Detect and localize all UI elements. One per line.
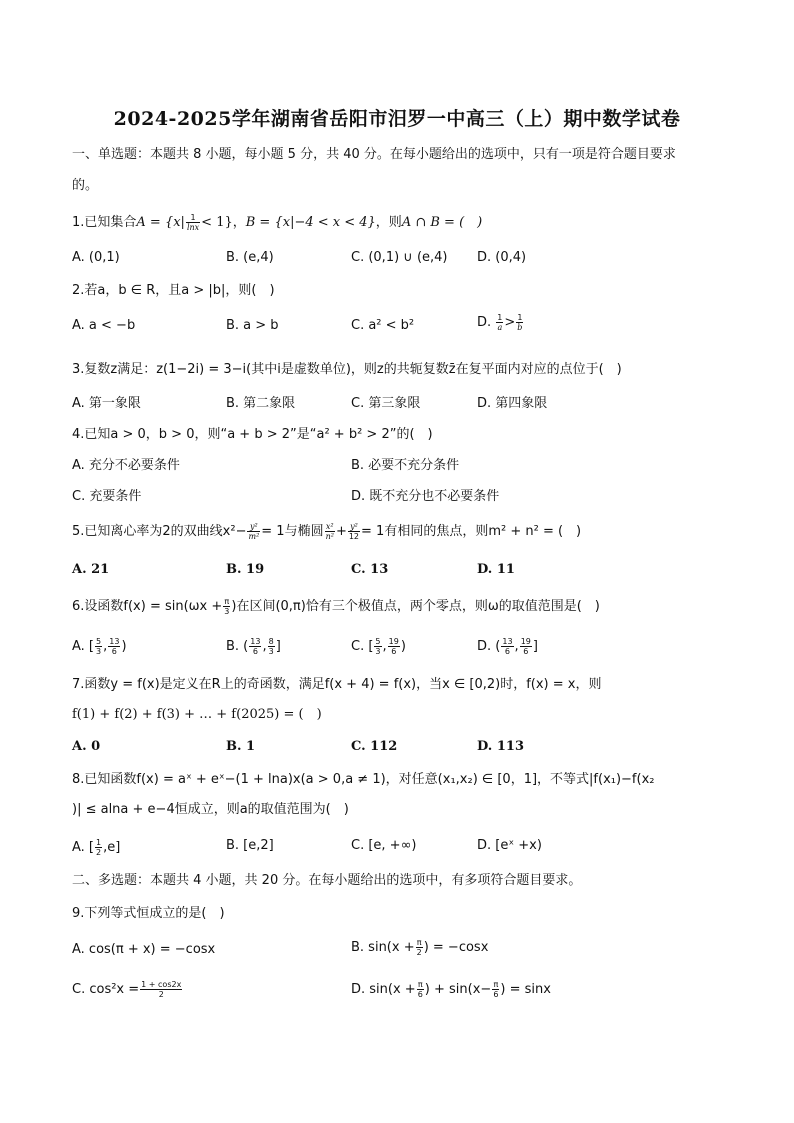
q7-option-d[interactable]: D. 113	[477, 739, 524, 754]
q5-option-c[interactable]: C. 13	[351, 562, 389, 577]
q1-option-a[interactable]: A. (0,1)	[72, 250, 120, 265]
q1-option-c[interactable]: C. (0,1) ∪ (e,4)	[351, 250, 448, 265]
q5-option-b[interactable]: B. 19	[226, 562, 265, 577]
question-4-stem: 4.已知a > 0，b > 0，则“a + b > 2”是“a² + b² > 2”的( )	[72, 427, 433, 442]
section-2-heading: 二、多选题：本题共 4 小题，共 20 分。在每小题给出的选项中，有多项符合题目要求。	[72, 873, 582, 888]
q1-fraction: $\frac{1}{\ln x}$	[186, 213, 200, 232]
q1-option-b[interactable]: B. (e,4)	[226, 250, 274, 265]
q3-option-d[interactable]: D. 第四象限	[477, 396, 548, 411]
q5-option-d[interactable]: D. 11	[477, 562, 515, 577]
q3-option-b[interactable]: B. 第二象限	[226, 396, 296, 411]
q8-option-d[interactable]: D. [eˣ +x)	[477, 838, 542, 853]
q1-text: 1.已知集合	[72, 215, 137, 230]
q6-option-d[interactable]: D. ( $\frac{13}{6}$ , $\frac{19}{6}$ ]	[477, 637, 538, 656]
q2-option-b[interactable]: B. a > b	[226, 318, 279, 333]
q7-option-c[interactable]: C. 112	[351, 739, 398, 754]
q6-option-c[interactable]: C. [ $\frac{5}{3}$ , $\frac{19}{6}$ )	[351, 637, 406, 656]
q4-option-d[interactable]: D. 既不充分也不必要条件	[351, 489, 500, 504]
q8-option-a[interactable]: A. [ $\frac{1}{2}$ ,e]	[72, 838, 121, 857]
q9-option-a[interactable]: A. cos(π + x) = −cosx	[72, 942, 216, 957]
q9-option-d[interactable]: D. sin(x + $\frac{\pi}{6}$ ) + sin(x− $\frac{\pi}{6}$ ) = sinx	[351, 980, 551, 999]
q9-option-b[interactable]: B. sin(x + $\frac{\pi}{2}$ ) = −cosx	[351, 938, 489, 957]
question-7-stem-cont: f(1) + f(2) + f(3) + … + f(2025) = ( )	[72, 707, 322, 722]
question-6-stem: 6.设函数f(x) = sin(ωx + $\frac{\pi}{3}$ )在区间(0,π)恰有三个极值点，两个零点，则ω的取值范围是( )	[72, 597, 600, 616]
q2-option-d[interactable]: D. $\frac{1}{a}$ > $\frac{1}{b}$	[477, 313, 523, 332]
q7-option-b[interactable]: B. 1	[226, 739, 256, 754]
question-5-stem: 5.已知离心率为2的双曲线x²− $\frac{\text{y²}}{\text{m²}}$ = 1与椭圆 $\frac{\text{x²}}{\text{n²}}$ + $\frac{\text{y²}}{12}$ = 1有相同的焦点，则m² + n² = ( )	[72, 522, 582, 541]
section-1-heading: 一、单选题：本题共 8 小题，每小题 5 分，共 40 分。在每小题给出的选项中，只有一项是符合题目要求	[72, 147, 676, 162]
section-1-heading-cont: 的。	[72, 178, 99, 193]
question-1-stem: 1.已知集合A = {x| $\frac{1}{\ln x}$ < 1}，B = {x|−4 < x < 4}，则A ∩ B = ( )	[72, 213, 483, 232]
q1-set-a: A = {x|	[136, 215, 185, 230]
question-3-stem: 3.复数z满足：z(1−2i) = 3−i(其中i是虚数单位)，则z的共轭复数z̄在复平面内对应的点位于( )	[72, 362, 622, 377]
q9-option-c[interactable]: C. cos²x = $\frac{1 + \cos 2x}{2}$	[72, 980, 182, 999]
q5-option-a[interactable]: A. 21	[72, 562, 110, 577]
q3-option-a[interactable]: A. 第一象限	[72, 396, 141, 411]
question-7-stem: 7.函数y = f(x)是定义在R上的奇函数，满足f(x + 4) = f(x)，当x ∈ [0,2)时，f(x) = x，则	[72, 677, 602, 692]
page-title: 2024-2025学年湖南省岳阳市汨罗一中高三（上）期中数学试卷	[113, 108, 681, 130]
question-8-stem-cont: )| ≤ alna + e−4恒成立，则a的取值范围为( )	[72, 802, 349, 817]
question-2-stem: 2.若a，b ∈ R，且a > |b|，则( )	[72, 283, 275, 298]
q7-option-a[interactable]: A. 0	[72, 739, 101, 754]
q8-option-b[interactable]: B. [e,2]	[226, 838, 274, 853]
q6-option-b[interactable]: B. ( $\frac{13}{6}$ , $\frac{8}{3}$ ]	[226, 637, 281, 656]
q4-option-b[interactable]: B. 必要不充分条件	[351, 458, 460, 473]
q1-option-d[interactable]: D. (0,4)	[477, 250, 527, 265]
question-8-stem: 8.已知函数f(x) = aˣ + eˣ−(1 + lna)x(a > 0,a ≠ 1)，对任意(x₁,x₂) ∈ [0，1]，不等式|f(x₁)−f(x₂	[72, 772, 655, 787]
q3-option-c[interactable]: C. 第三象限	[351, 396, 421, 411]
q1-set-a-rhs: < 1}，	[201, 215, 246, 230]
q6-option-a[interactable]: A. [ $\frac{5}{3}$ , $\frac{13}{6}$ )	[72, 637, 127, 656]
q4-option-c[interactable]: C. 充要条件	[72, 489, 142, 504]
question-9-stem: 9.下列等式恒成立的是( )	[72, 906, 225, 921]
q2-option-c[interactable]: C. a² < b²	[351, 318, 415, 333]
q4-option-a[interactable]: A. 充分不必要条件	[72, 458, 180, 473]
q8-option-c[interactable]: C. [e, +∞)	[351, 838, 417, 853]
q1-set-b: B = {x|−4 < x < 4}	[245, 215, 376, 230]
q2-option-a[interactable]: A. a < −b	[72, 318, 136, 333]
q1-expr: A ∩ B = ( )	[401, 215, 483, 230]
